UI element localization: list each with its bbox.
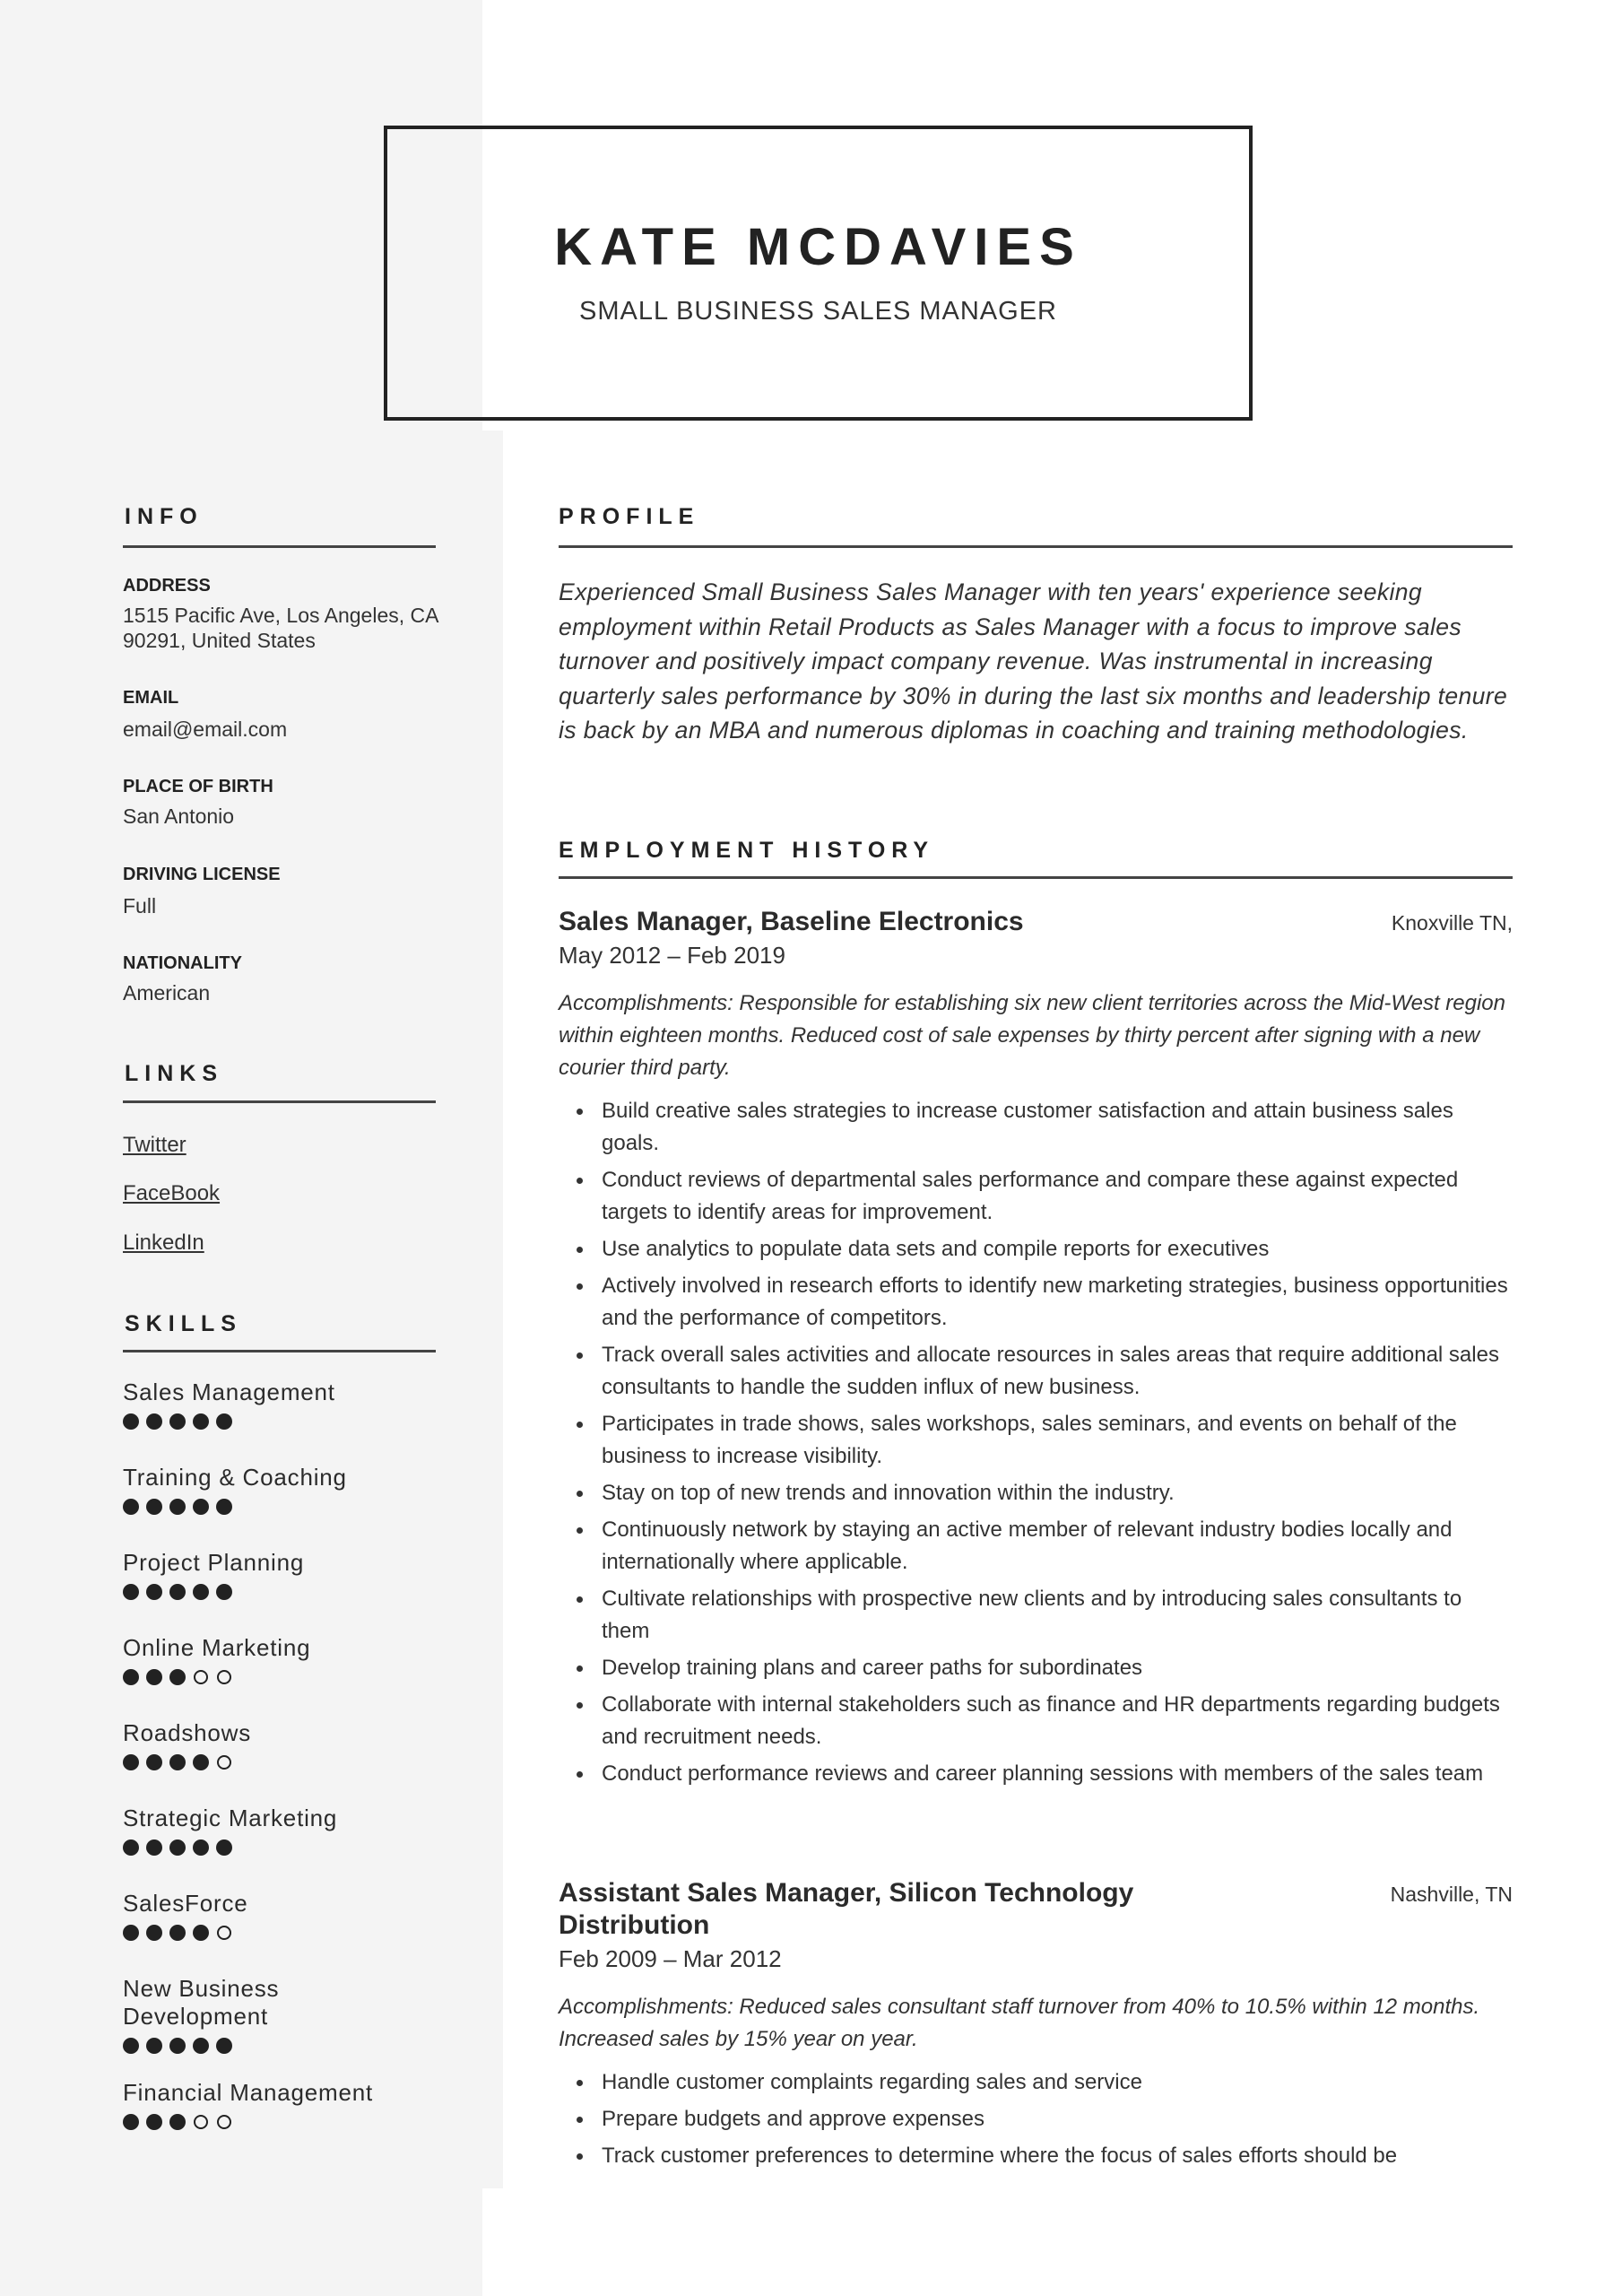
empty-dot-icon	[217, 1926, 231, 1940]
skill-item	[123, 1464, 446, 1515]
facebook-link[interactable]: FaceBook	[123, 1181, 221, 1205]
filled-dot-icon	[193, 1584, 209, 1600]
filled-dot-icon	[216, 1839, 232, 1856]
profile-text: Experienced Small Business Sales Manager with ten years' experience seeking employment within Retail Products as Sales Manager with a focus to improve sales turnover and positively impact company revenue. Was instrumental in increasing quarterly sales performance by 30% in during the last six months and leadership tenure is back by an MBA and numerous diplomas in coaching and training methodologies.	[559, 578, 1508, 744]
filled-dot-icon	[123, 1839, 139, 1856]
filled-dot-icon	[169, 1584, 186, 1600]
skill-name: Roadshows	[123, 1719, 252, 1746]
filled-dot-icon	[193, 1925, 209, 1941]
filled-dot-icon	[169, 1669, 186, 1685]
divider	[123, 1100, 436, 1103]
skill-rating	[123, 1754, 446, 1770]
empty-dot-icon	[194, 2115, 208, 2129]
filled-dot-icon	[193, 1499, 209, 1515]
birthplace-value: San Antonio	[123, 804, 235, 828]
skill-rating	[123, 1499, 446, 1515]
filled-dot-icon	[146, 1499, 162, 1515]
bullet-item: Develop training plans and career paths for subordinates	[559, 1652, 1513, 1684]
skill-name: Sales Management	[123, 1378, 335, 1405]
divider	[123, 1350, 436, 1352]
address-value: 1515 Pacific Ave, Los Angeles, CA 90291, United States	[123, 604, 438, 652]
skill-item	[123, 1634, 446, 1685]
license-value: Full	[123, 894, 157, 918]
skill-name: SalesForce	[123, 1890, 248, 1917]
filled-dot-icon	[123, 2038, 139, 2054]
empty-dot-icon	[217, 1755, 231, 1770]
filled-dot-icon	[193, 1754, 209, 1770]
job-dates: May 2012 – Feb 2019	[559, 942, 785, 969]
skill-name: Project Planning	[123, 1549, 305, 1576]
filled-dot-icon	[123, 1925, 139, 1941]
filled-dot-icon	[146, 2114, 162, 2130]
bullet-item: Use analytics to populate data sets and compile reports for executives	[559, 1233, 1513, 1265]
skill-name: Financial Management	[123, 2079, 374, 2106]
bullet-item: Conduct performance reviews and career planning sessions with members of the sales team	[559, 1758, 1513, 1790]
filled-dot-icon	[146, 1413, 162, 1430]
nationality-value: American	[123, 981, 211, 1004]
header-box	[384, 126, 1253, 421]
empty-dot-icon	[217, 1670, 231, 1684]
filled-dot-icon	[216, 1499, 232, 1515]
employment-heading: EMPLOYMENT HISTORY	[559, 838, 935, 863]
bullet-item: Handle customer complaints regarding sales and service	[559, 2066, 1513, 2099]
filled-dot-icon	[123, 1754, 139, 1770]
linkedin-link[interactable]: LinkedIn	[123, 1231, 204, 1255]
profile-heading: PROFILE	[559, 504, 700, 529]
info-heading: INFO	[125, 504, 204, 529]
skill-rating	[123, 2038, 446, 2054]
skill-rating	[123, 1584, 446, 1600]
empty-dot-icon	[194, 1670, 208, 1684]
filled-dot-icon	[169, 1754, 186, 1770]
filled-dot-icon	[193, 2038, 209, 2054]
filled-dot-icon	[146, 2038, 162, 2054]
email-value: email@email.com	[123, 718, 288, 741]
job-accomplishments: Accomplishments: Reduced sales consultant staff turnover from 40% to 10.5% within 12 months. Increased sales by 15% year on year.	[559, 1995, 1480, 2051]
divider	[123, 545, 436, 548]
job-title: SMALL BUSINESS SALES MANAGER	[579, 297, 1057, 326]
skill-item	[123, 1719, 446, 1770]
filled-dot-icon	[169, 1413, 186, 1430]
skill-item	[123, 1378, 446, 1430]
empty-dot-icon	[217, 2115, 231, 2129]
filled-dot-icon	[146, 1925, 162, 1941]
job-dates: Feb 2009 – Mar 2012	[559, 1945, 782, 1972]
job-accomplishments: Accomplishments: Responsible for establishing six new client territories across the Mid-West region within eighteen months. Reduced cost of sale expenses by thirty percent after signing with a new courier third party.	[559, 991, 1505, 1080]
filled-dot-icon	[169, 2114, 186, 2130]
skill-rating	[123, 2114, 446, 2130]
skill-rating	[123, 1925, 446, 1941]
filled-dot-icon	[123, 1584, 139, 1600]
filled-dot-icon	[146, 1754, 162, 1770]
twitter-link[interactable]: Twitter	[123, 1133, 186, 1157]
address-label: ADDRESS	[123, 576, 211, 596]
filled-dot-icon	[146, 1839, 162, 1856]
bullet-item: Track overall sales activities and allocate resources in sales areas that require additional sales consultants to handle the sudden influx of new business.	[559, 1339, 1513, 1404]
job-title: Sales Manager, Baseline Electronics	[559, 907, 1024, 936]
filled-dot-icon	[193, 1413, 209, 1430]
skills-heading: SKILLS	[125, 1311, 242, 1336]
job-bullets	[559, 1095, 1513, 1790]
bullet-item: Track customer preferences to determine where the focus of sales efforts should be	[559, 2140, 1513, 2172]
skill-item	[123, 2079, 446, 2130]
bullet-item: Continuously network by staying an active member of relevant industry bodies locally and internationally where applicable.	[559, 1514, 1513, 1578]
license-label: DRIVING LICENSE	[123, 865, 281, 884]
skill-name: Online Marketing	[123, 1634, 311, 1661]
bullet-item: Stay on top of new trends and innovation within the industry.	[559, 1477, 1513, 1509]
filled-dot-icon	[123, 1413, 139, 1430]
candidate-name: KATE MCDAVIES	[554, 218, 1082, 276]
filled-dot-icon	[193, 1839, 209, 1856]
job-entry	[559, 906, 1513, 1795]
bullet-item: Participates in trade shows, sales workshops, sales seminars, and events on behalf of the business to increase visibility.	[559, 1408, 1513, 1473]
filled-dot-icon	[216, 1413, 232, 1430]
skill-rating	[123, 1413, 446, 1430]
job-bullets	[559, 2066, 1513, 2172]
bullet-item: Actively involved in research efforts to identify new marketing strategies, business opportunities and the performance of competitors.	[559, 1270, 1513, 1335]
job-title: Assistant Sales Manager, Silicon Technology Distribution	[559, 1878, 1134, 1940]
filled-dot-icon	[169, 1839, 186, 1856]
filled-dot-icon	[169, 2038, 186, 2054]
links-heading: LINKS	[125, 1061, 223, 1086]
job-location: Nashville, TN	[1390, 1883, 1513, 1906]
filled-dot-icon	[123, 1499, 139, 1515]
skill-name: Strategic Marketing	[123, 1805, 338, 1831]
job-entry	[559, 1877, 1513, 2177]
filled-dot-icon	[146, 1584, 162, 1600]
skill-item	[123, 1805, 446, 1856]
bullet-item: Prepare budgets and approve expenses	[559, 2103, 1513, 2135]
skill-rating	[123, 1669, 446, 1685]
filled-dot-icon	[216, 2038, 232, 2054]
filled-dot-icon	[216, 1584, 232, 1600]
job-location: Knoxville TN,	[1391, 911, 1513, 935]
filled-dot-icon	[146, 1669, 162, 1685]
bullet-item: Cultivate relationships with prospective new clients and by introducing sales consultants to them	[559, 1583, 1513, 1648]
skill-rating	[123, 1839, 446, 1856]
filled-dot-icon	[169, 1499, 186, 1515]
skill-name: New Business Development	[123, 1975, 280, 2030]
skill-item	[123, 1975, 446, 2054]
email-label: EMAIL	[123, 688, 179, 708]
filled-dot-icon	[123, 1669, 139, 1685]
nationality-label: NATIONALITY	[123, 953, 242, 973]
skill-item	[123, 1549, 446, 1600]
bullet-item: Collaborate with internal stakeholders such as finance and HR departments regarding budgets and recruitment needs.	[559, 1689, 1513, 1753]
bullet-item: Conduct reviews of departmental sales performance and compare these against expected targets to identify areas for improvement.	[559, 1164, 1513, 1229]
filled-dot-icon	[123, 2114, 139, 2130]
birthplace-label: PLACE OF BIRTH	[123, 777, 273, 796]
divider	[559, 876, 1513, 879]
filled-dot-icon	[169, 1925, 186, 1941]
divider	[559, 545, 1513, 548]
skill-name: Training & Coaching	[123, 1464, 347, 1491]
bullet-item: Build creative sales strategies to increase customer satisfaction and attain business sales goals.	[559, 1095, 1513, 1160]
skill-item	[123, 1890, 446, 1941]
